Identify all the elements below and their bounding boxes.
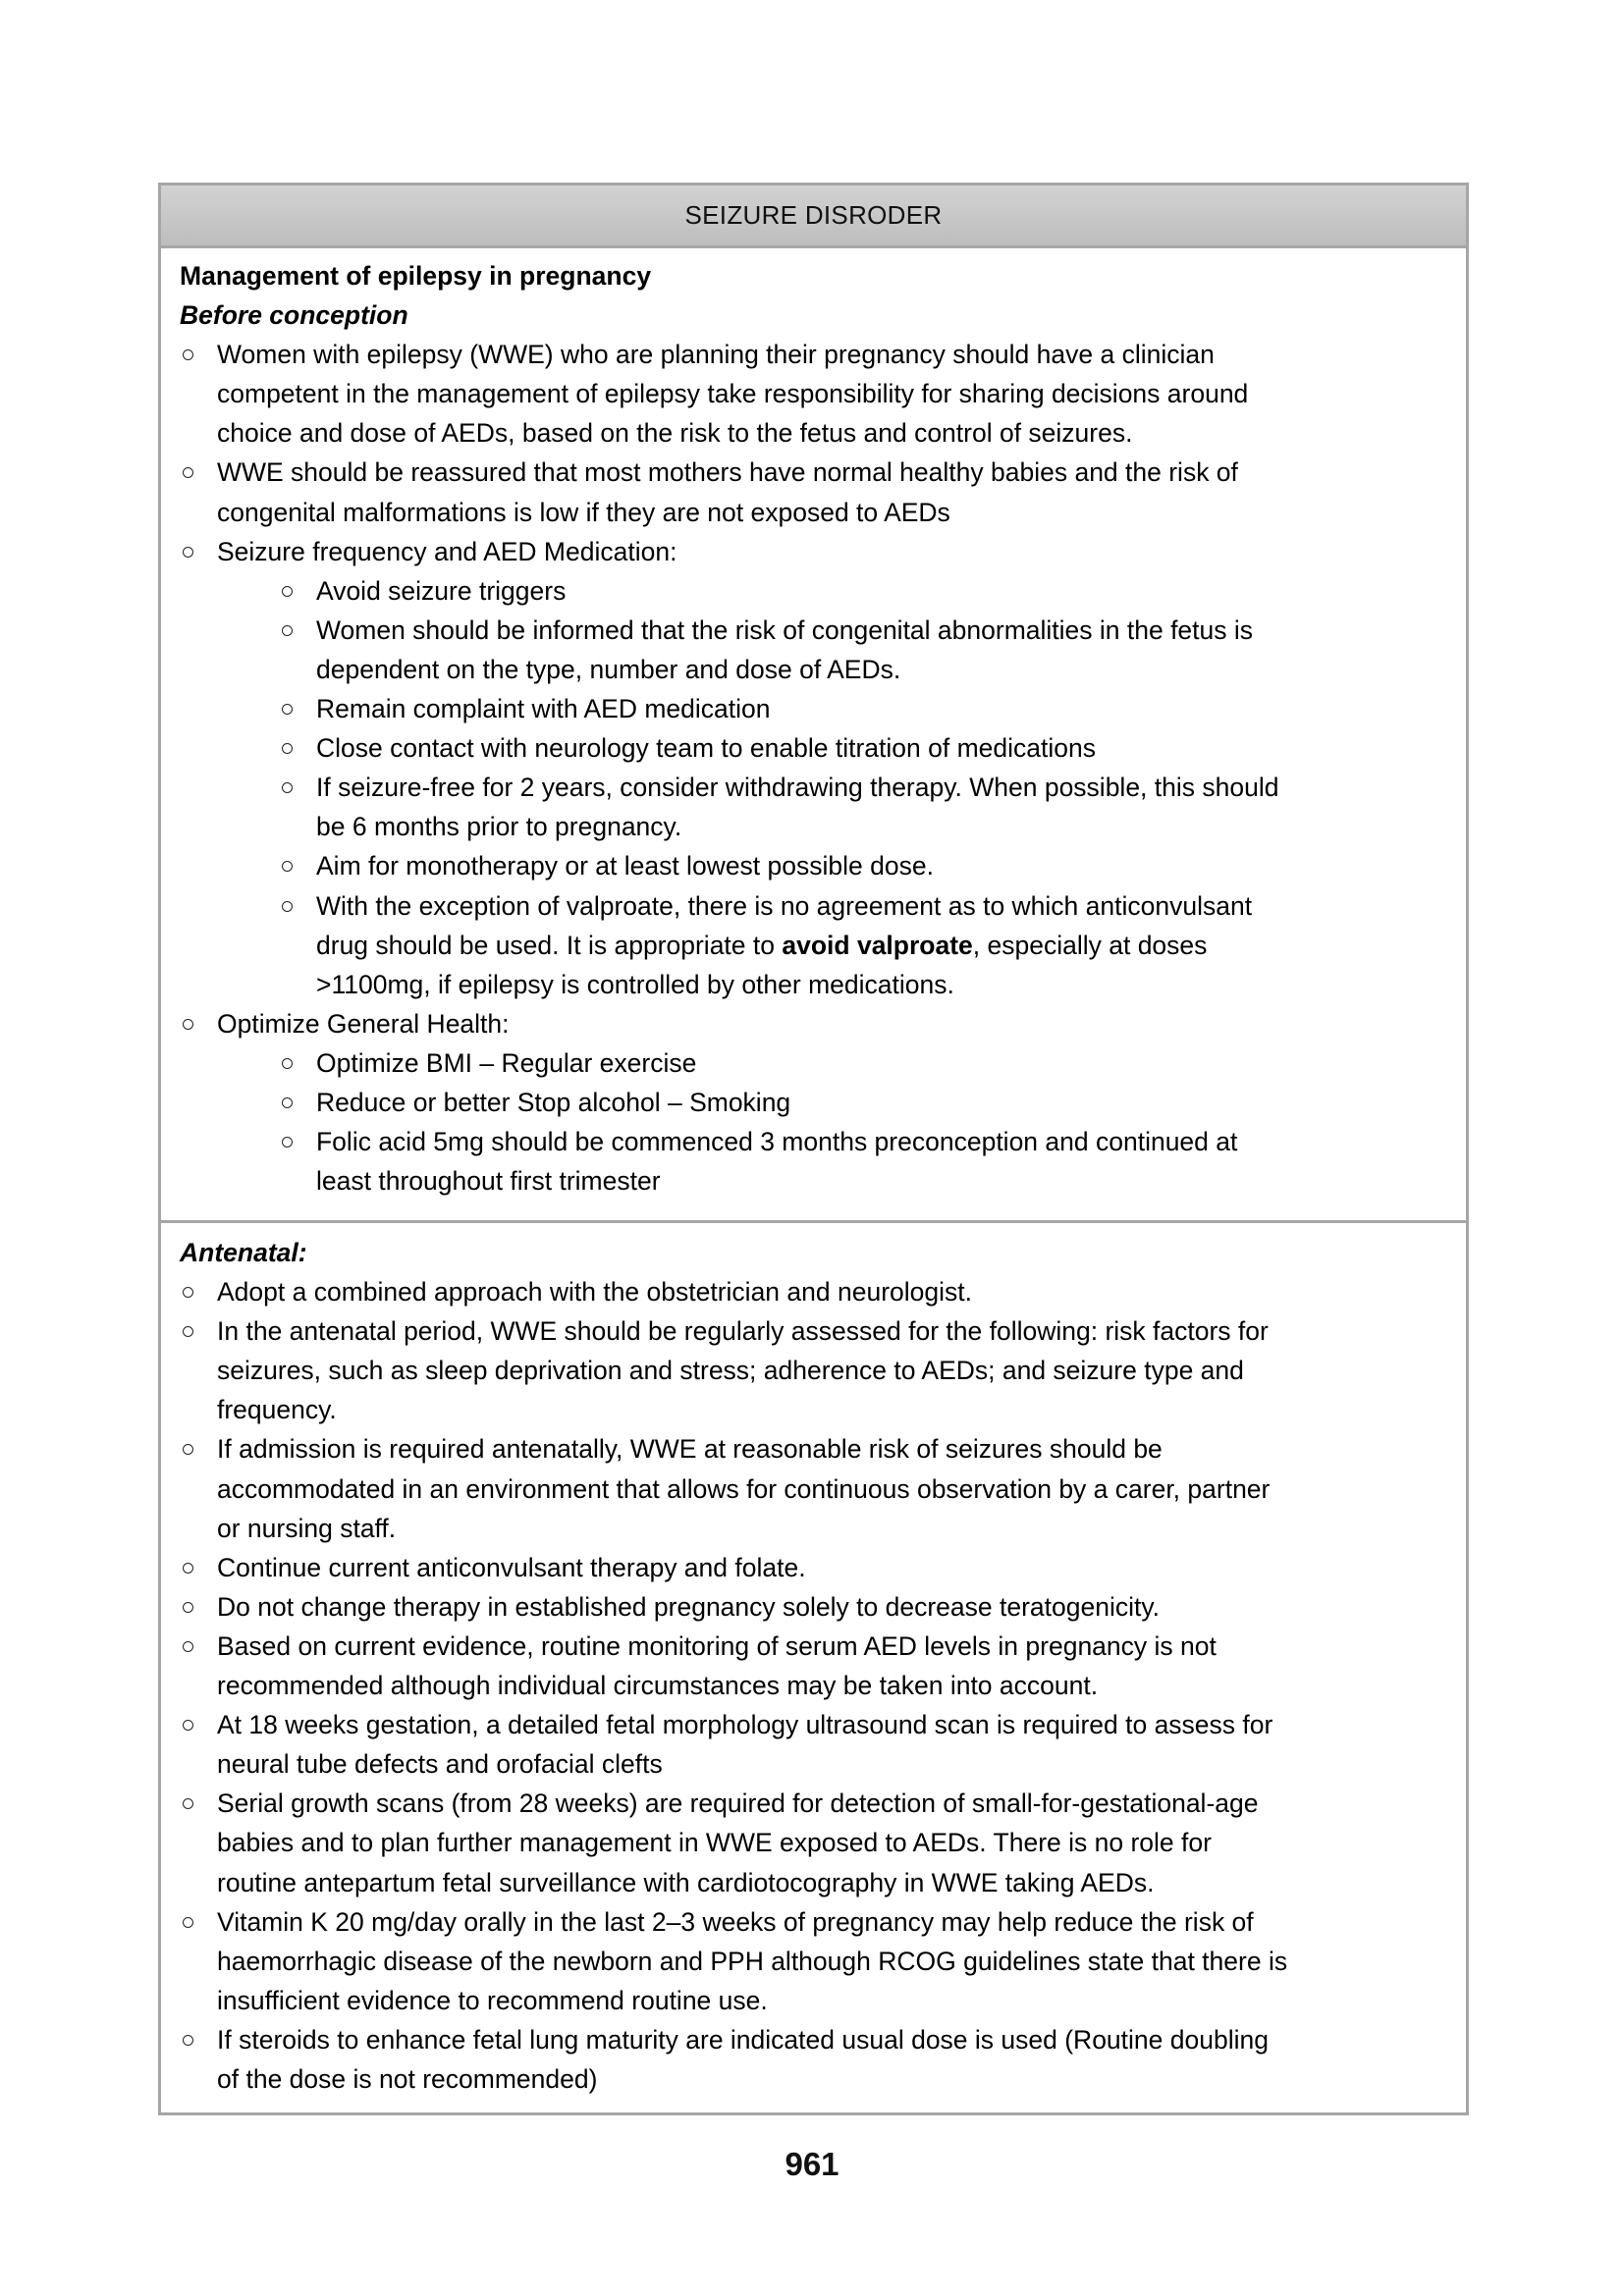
- list-item-text: seizures, such as sleep deprivation and stress; adherence to AEDs; and seizure type and: [217, 1356, 1244, 1386]
- list-item-text: Serial growth scans (from 28 weeks) are required for detection of small-for-gestational-age: [217, 1789, 1259, 1819]
- text-run: , especially at doses: [972, 930, 1208, 960]
- list-item: [180, 2020, 1450, 2099]
- list-item-text: neural tube defects and orofacial clefts: [217, 1749, 663, 1780]
- hollow-circle-bullet-icon: [282, 1137, 293, 1148]
- list-item-text: Do not change therapy in established pregnancy solely to decrease teratogenicity.: [217, 1591, 1160, 1622]
- hollow-circle-bullet-icon: [183, 1917, 193, 1928]
- hollow-circle-bullet-icon: [183, 1602, 193, 1613]
- list-item-text: In the antenatal period, WWE should be regularly assessed for the following: risk factors for: [217, 1316, 1269, 1347]
- list-item-text: With the exception of valproate, there is no agreement as to which anticonvulsant: [316, 890, 1253, 921]
- text-run: drug should be used. It is appropriate to: [316, 930, 783, 960]
- hollow-circle-bullet-icon: [282, 586, 293, 597]
- hollow-circle-bullet-icon: [183, 1444, 193, 1455]
- section-title: Management of epilepsy in pregnancy: [180, 261, 652, 291]
- list-item-text: At 18 weeks gestation, a detailed fetal morphology ultrasound scan is required to assess for: [217, 1710, 1273, 1740]
- list-item: [180, 1311, 1450, 1429]
- list-item: [180, 1627, 1450, 1705]
- list-item-text: accommodated in an environment that allows for continuous observation by a carer, partner: [217, 1473, 1271, 1504]
- list-item-text: Optimize General Health:: [217, 1008, 510, 1039]
- hollow-circle-bullet-icon: [183, 1720, 193, 1731]
- list-item-text: choice and dose of AEDs, based on the risk to the fetus and control of seizures.: [217, 418, 1133, 449]
- list-item-text: routine antepartum fetal surveillance with cardiotocography in WWE taking AEDs.: [217, 1867, 1155, 1897]
- sub-list-item: [180, 611, 1450, 689]
- hollow-circle-bullet-icon: [282, 782, 293, 793]
- list-item-text: Women with epilepsy (WWE) who are planning their pregnancy should have a clinician: [217, 340, 1215, 370]
- list-item-text: competent in the management of epilepsy take responsibility for sharing decisions around: [217, 379, 1249, 409]
- section-title: Antenatal:: [180, 1238, 307, 1267]
- list-item-text: Adopt a combined approach with the obstetrician and neurologist.: [217, 1277, 972, 1308]
- list-item-text: Vitamin K 20 mg/day orally in the last 2–3 weeks of pregnancy may help reduce the risk of: [217, 1906, 1254, 1937]
- list-item-text: [316, 926, 1450, 965]
- sub-list-item: [180, 1122, 1450, 1201]
- list-item-text: Avoid seizure triggers: [316, 575, 567, 606]
- list-item-text: congenital malformations is low if they are not exposed to AEDs: [217, 497, 950, 527]
- list-item-text: insufficient evidence to recommend routine use.: [217, 1985, 768, 2015]
- list-item-text: recommended although individual circumstances may be taken into account.: [217, 1671, 1099, 1701]
- hollow-circle-bullet-icon: [282, 861, 293, 872]
- sub-list-item: [180, 689, 1450, 728]
- list-item-text: >1100mg, if epilepsy is controlled by other medications.: [316, 969, 954, 999]
- hollow-circle-bullet-icon: [183, 1798, 193, 1809]
- list-item-text: Women should be informed that the risk of congenital abnormalities in the fetus is: [316, 614, 1254, 645]
- hollow-circle-bullet-icon: [183, 467, 193, 478]
- list-item-text: Optimize BMI – Regular exercise: [316, 1047, 697, 1078]
- hollow-circle-bullet-icon: [183, 547, 193, 558]
- hollow-circle-bullet-icon: [183, 1287, 193, 1298]
- before-conception-section: [161, 248, 1466, 1223]
- hollow-circle-bullet-icon: [183, 1326, 193, 1337]
- list-item: [180, 1705, 1450, 1784]
- hollow-circle-bullet-icon: [183, 349, 193, 360]
- list-item-text: Remain complaint with AED medication: [316, 694, 771, 724]
- sub-list-item: [180, 768, 1450, 846]
- hollow-circle-bullet-icon: [183, 1019, 193, 1030]
- list-item-text: If admission is required antenatally, WWE at reasonable risk of seizures should be: [217, 1434, 1163, 1465]
- section-subtitle: Before conception: [180, 300, 408, 331]
- hollow-circle-bullet-icon: [282, 901, 293, 912]
- list-item-text: Folic acid 5mg should be commenced 3 months preconception and continued at: [316, 1127, 1238, 1157]
- list-item: [180, 1902, 1450, 2020]
- list-item-text: Based on current evidence, routine monitoring of serum AED levels in pregnancy is not: [217, 1630, 1217, 1661]
- hollow-circle-bullet-icon: [282, 743, 293, 754]
- list-item-text: of the dose is not recommended): [217, 2063, 598, 2094]
- list-item-text: If seizure-free for 2 years, consider withdrawing therapy. When possible, this should: [316, 773, 1279, 803]
- sub-list-item: [180, 728, 1450, 768]
- sub-list-item: [180, 1083, 1450, 1122]
- list-item-text: frequency.: [217, 1395, 337, 1425]
- list-item-text: Reduce or better Stop alcohol – Smoking: [316, 1087, 791, 1117]
- list-item-text: Aim for monotherapy or at least lowest possible dose.: [316, 851, 934, 881]
- list-item: [180, 1784, 1450, 1901]
- list-item: [180, 1272, 1450, 1311]
- hollow-circle-bullet-icon: [282, 625, 293, 636]
- sub-list-item: [180, 571, 1450, 611]
- bold-emphasis: avoid valproate: [782, 930, 973, 960]
- list-item: [180, 1587, 1450, 1627]
- bullet-list: [180, 335, 1450, 1201]
- list-item: [180, 335, 1450, 453]
- list-item-text: be 6 months prior to pregnancy.: [316, 812, 682, 842]
- hollow-circle-bullet-icon: [282, 704, 293, 715]
- hollow-circle-bullet-icon: [282, 1058, 293, 1069]
- list-item-text: WWE should be reassured that most mothers have normal healthy babies and the risk of: [217, 457, 1238, 488]
- list-item-text: babies and to plan further management in WWE exposed to AEDs. There is no role for: [217, 1828, 1212, 1858]
- list-item-text: least throughout first trimester: [316, 1166, 661, 1197]
- list-item-text: Seizure frequency and AED Medication:: [217, 536, 677, 566]
- table-header: SEIZURE DISRODER: [161, 186, 1466, 248]
- hollow-circle-bullet-icon: [183, 1641, 193, 1652]
- list-item-text: Continue current anticonvulsant therapy and folate.: [217, 1552, 806, 1582]
- antenatal-section: [161, 1223, 1466, 2112]
- page-number: 961: [785, 2146, 839, 2182]
- sub-list-item: [180, 846, 1450, 885]
- list-item: [180, 1548, 1450, 1587]
- list-item-text: or nursing staff.: [217, 1513, 397, 1543]
- list-item: [180, 453, 1450, 531]
- sub-list-item: [180, 1043, 1450, 1083]
- hollow-circle-bullet-icon: [183, 1563, 193, 1574]
- list-item: [180, 1004, 1450, 1043]
- bullet-list: [180, 1272, 1450, 2099]
- sub-list-item: [180, 886, 1450, 1004]
- list-item-text: dependent on the type, number and dose of AEDs.: [316, 654, 901, 684]
- hollow-circle-bullet-icon: [183, 2035, 193, 2046]
- list-item-text: If steroids to enhance fetal lung maturity are indicated usual dose is used (Routine doubling: [217, 2024, 1269, 2055]
- list-item: [180, 532, 1450, 571]
- seizure-disorder-table: [158, 183, 1469, 2115]
- list-item-text: haemorrhagic disease of the newborn and PPH although RCOG guidelines state that there is: [217, 1946, 1288, 1976]
- hollow-circle-bullet-icon: [282, 1097, 293, 1108]
- list-item-text: Close contact with neurology team to enable titration of medications: [316, 733, 1096, 764]
- list-item: [180, 1429, 1450, 1547]
